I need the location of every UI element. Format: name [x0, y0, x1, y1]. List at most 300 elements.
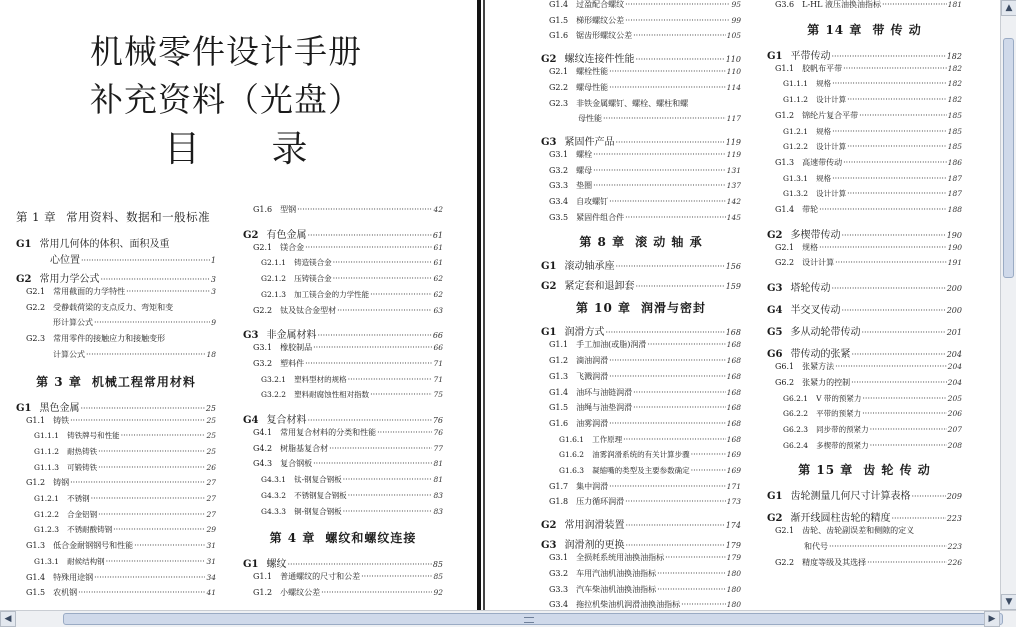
toc-dot-leader: [81, 403, 205, 414]
toc-entry-title: 特殊用途钢: [53, 572, 94, 582]
toc-entry-code: G2: [243, 229, 259, 241]
toc-entry-title: 铸钢: [53, 478, 70, 488]
toc-entry-title: 渐开线圆柱齿轮的精度: [790, 513, 891, 525]
toc-entry: [767, 301, 962, 316]
toc-dot-leader: [657, 585, 726, 594]
toc-entry-code: G3.1: [253, 343, 273, 353]
scroll-up-button[interactable]: [1001, 0, 1016, 16]
toc-entry: [34, 556, 216, 567]
vertical-scroll-thumb[interactable]: [1003, 38, 1014, 278]
scroll-right-button[interactable]: [984, 611, 1000, 627]
toc-entry-title: 树脂基复合材: [280, 443, 329, 453]
toc-entry-code: G1: [541, 261, 557, 273]
toc-page-number: 226: [947, 557, 962, 567]
toc-entry: [767, 279, 962, 294]
toc-dot-leader: [98, 463, 205, 472]
toc-entry-code: G4.1: [253, 428, 273, 437]
toc-page-number: 27: [206, 478, 216, 488]
toc-dot-leader: [681, 600, 726, 609]
toc-entry-code: G4: [243, 415, 259, 426]
page-divider: [476, 0, 486, 610]
toc-chapter-heading: [767, 461, 962, 478]
toc-entry-title: 飞溅润滑: [576, 371, 609, 381]
toc-dot-leader: [98, 510, 205, 519]
toc-dot-leader: [606, 327, 725, 338]
toc-entry-title: 紧定套和退卸套: [564, 281, 635, 293]
toc-entry-title: 带传动的张紧: [790, 349, 851, 361]
toc-entry-title: 铸铁牌号和性能: [67, 431, 120, 441]
toc-entry: [549, 387, 741, 398]
toc-page-number: 187: [947, 173, 962, 183]
toc-entry-title: 形计算公式: [53, 318, 93, 328]
toc-entry-title: 设计计算: [816, 95, 847, 105]
toc-page-number: 173: [726, 497, 741, 507]
toc-entry-code: 第 15 章: [798, 463, 854, 478]
toc-heading: 目 录: [164, 129, 308, 170]
toc-dot-leader: [333, 274, 433, 283]
toc-entry-title: 自攻螺钉: [576, 197, 609, 206]
toc-page-number: 92: [433, 587, 443, 597]
toc-entry-code: G2.3: [549, 98, 569, 108]
toc-page-number: 201: [946, 328, 962, 338]
toc-dot-leader: [288, 559, 432, 570]
toc-entry: [549, 568, 741, 579]
toc-entry-code: G2.1: [26, 287, 46, 296]
toc-dot-leader: [625, 16, 730, 25]
toc-entry: [34, 524, 216, 535]
toc-entry-code: G4.3.1: [261, 475, 287, 485]
toc-entry-code: G4.3: [253, 459, 273, 469]
toc-entry-code: G2.2: [775, 258, 795, 268]
toc-entry: [549, 584, 741, 595]
toc-entry-code: G1.1.1: [783, 79, 809, 89]
toc-entry-title: 母性能: [578, 114, 602, 124]
toc-dot-leader: [851, 378, 947, 387]
toc-entry-title: 耐候结构钢: [67, 556, 105, 566]
toc-dot-leader: [609, 372, 726, 381]
toc-entry-code: G1.4: [549, 387, 569, 397]
toc-page-number: 187: [947, 189, 962, 199]
toc-chapter-heading: [541, 233, 741, 250]
toc-entry-code: G3: [541, 136, 557, 148]
toc-dot-leader: [94, 573, 205, 582]
toc-dot-leader: [819, 243, 947, 252]
toc-page-number: 41: [206, 588, 216, 598]
toc-dot-leader: [832, 127, 947, 136]
toc-entry-code: G6.2.4: [783, 440, 809, 450]
toc-entry-code: G1.4: [26, 572, 46, 582]
toc-entry: [261, 389, 443, 400]
toc-entry-title: 油雾润滑: [576, 418, 609, 428]
toc-page-number: 76: [433, 428, 443, 437]
toc-page-number: 190: [947, 242, 962, 252]
toc-dot-leader: [691, 466, 726, 475]
toc-entry-code: G1.5: [26, 588, 46, 598]
toc-entry-title: 过盈配合螺纹: [576, 0, 625, 9]
horizontal-scrollbar[interactable]: [0, 610, 1016, 627]
toc-entry-code: 第 8 章: [579, 235, 626, 250]
toc-entry-code: G1.2.2: [783, 142, 809, 152]
toc-entry-title: 规格: [816, 173, 832, 183]
toc-dot-leader: [912, 491, 946, 502]
toc-page-number: 105: [726, 31, 741, 41]
toc-page-number: 168: [726, 340, 741, 350]
toc-entry-title: 油环与油链润滑: [576, 387, 633, 397]
toc-entry-title: 塑料耐腐蚀性相对指数: [294, 390, 370, 400]
toc-entry-code: G5: [767, 327, 783, 339]
toc-dot-leader: [633, 403, 726, 412]
toc-entry: [53, 349, 216, 360]
toc-entry-code: G1.1.3: [34, 462, 60, 472]
toc-entry-code: G4.3.3: [261, 506, 287, 516]
toc-page-number: 31: [206, 541, 216, 551]
toc-entry: [549, 212, 741, 223]
toc-page-number: 186: [947, 157, 962, 167]
toc-entry: [16, 270, 216, 285]
toc-entry-title: 汽车柴油机油换油指标: [576, 584, 657, 594]
toc-entry: [549, 98, 741, 109]
toc-dot-leader: [842, 230, 946, 241]
toc-entry-title: 精度等级及其选择: [802, 557, 867, 567]
toc-entry-title: 手工加油(或脂)润滑: [576, 340, 647, 350]
toc-page-number: 61: [432, 230, 443, 240]
toc-entry-title: 齿 轮 传 动: [863, 463, 931, 478]
toc-page-number: 62: [433, 289, 443, 299]
toc-page-number: 200: [946, 306, 962, 316]
toc-entry-code: G1.3.1: [34, 556, 60, 566]
toc-entry: [34, 493, 216, 504]
toc-entry-code: G3.2.2: [261, 390, 287, 400]
toc-dot-leader: [313, 459, 432, 468]
toc-page-number: 31: [206, 556, 216, 566]
scroll-right-icon: ▶: [988, 614, 996, 624]
toc-entry: [541, 257, 741, 272]
toc-page-number: 117: [726, 114, 741, 124]
toc-entry-code: G1.3: [549, 371, 569, 381]
toc-entry-title: 高速带传动: [802, 157, 843, 167]
toc-entry-code: G2: [16, 274, 32, 285]
toc-dot-leader: [835, 362, 947, 371]
toc-page-number: 119: [726, 149, 741, 159]
toc-title-block: [90, 30, 362, 172]
toc-entry: [261, 506, 443, 517]
toc-dot-leader: [308, 415, 432, 426]
toc-page-number: 169: [726, 466, 741, 475]
toc-page-number: 182: [947, 63, 962, 73]
toc-page-number: 168: [726, 434, 741, 444]
toc-entry-title: 受静载荷梁的支点反力、弯矩和变: [53, 302, 174, 312]
toc-entry: [775, 377, 962, 388]
toc-entry-code: G2.1: [549, 67, 569, 77]
toc-entry-code: G1.6: [549, 31, 569, 41]
toc-dot-leader: [70, 416, 205, 425]
toc-page-number: 168: [726, 387, 741, 397]
toc-dot-leader: [81, 255, 210, 266]
toc-entry-title: 常用零件的接触应力和接触变形: [53, 334, 166, 344]
toc-entry-code: G1.2: [26, 478, 46, 488]
toc-dot-leader: [832, 51, 946, 62]
toc-page-number: 204: [947, 362, 962, 372]
toc-entry: [775, 0, 962, 10]
toc-entry-title: 齿轮测量几何尺寸计算表格: [790, 491, 911, 503]
toc-entry: [253, 342, 443, 353]
toc-entry-code: G1.2: [253, 587, 273, 597]
toc-page-number: 25: [206, 446, 216, 456]
toc-entry: [767, 226, 962, 241]
toc-entry: [767, 47, 962, 62]
toc-entry: [783, 94, 962, 105]
toc-entry-code: G3.4: [549, 197, 569, 206]
toc-dot-leader: [361, 572, 432, 581]
toc-entry-title: 常用力学公式: [39, 274, 100, 285]
toc-page-number: 61: [433, 242, 443, 252]
toc-entry: [549, 496, 741, 507]
toc-entry: [783, 173, 962, 184]
toc-entry-title: 普通螺纹的尺寸和公差: [280, 572, 361, 582]
toc-entry-code: G1.7: [549, 481, 569, 491]
toc-page-number: 185: [947, 142, 962, 152]
toc-entry-title: 常用复合材料的分类和性能: [280, 428, 377, 437]
toc-dot-leader: [859, 111, 947, 120]
toc-entry: [26, 572, 216, 583]
toc-entry-title: 农机钢: [53, 588, 78, 598]
book-subtitle: 补充资料（光盘）: [90, 80, 362, 119]
toc-entry-code: G1.2: [549, 356, 569, 366]
toc-entry-code: G3.1: [549, 553, 569, 563]
toc-entry-title: 螺栓性能: [576, 67, 609, 77]
toc-dot-leader: [633, 388, 726, 397]
toc-dot-leader: [842, 305, 946, 316]
toc-page-number: 206: [947, 409, 962, 419]
toc-dot-leader: [318, 330, 432, 341]
toc-entry-title: 带 传 动: [872, 22, 922, 37]
toc-page-number: 171: [726, 481, 741, 491]
toc-entry: [253, 427, 443, 438]
toc-entry-title: 有色金属: [266, 229, 307, 241]
toc-entry: [541, 277, 741, 292]
toc-entry-code: G1.6.3: [559, 466, 585, 475]
toc-page-number: 25: [205, 403, 216, 413]
toc-entry: [253, 443, 443, 454]
toc-page-number: 180: [726, 568, 741, 578]
toc-entry: [26, 477, 216, 488]
toc-entry: [26, 302, 216, 313]
toc-page-number: 204: [946, 350, 962, 360]
toc-entry-code: G1.8: [549, 497, 569, 507]
toc-page-number: 34: [206, 572, 216, 582]
toc-dot-leader: [91, 494, 206, 503]
toc-dot-leader: [829, 542, 947, 551]
toc-page-number: 76: [432, 416, 443, 425]
toc-entry: [26, 286, 216, 297]
toc-entry-code: G4.2: [253, 443, 273, 453]
toc-page-number: 207: [947, 424, 962, 434]
toc-entry-title: 半交叉传动: [790, 305, 841, 317]
toc-dot-leader: [329, 444, 432, 453]
toc-dot-leader: [870, 441, 947, 450]
toc-entry: [783, 78, 962, 89]
toc-page-number: 182: [947, 79, 962, 89]
toc-entry: [253, 358, 443, 369]
toc-entry-title: 钛-钢复合钢板: [294, 475, 342, 485]
toc-page-number: 63: [433, 305, 443, 315]
toc-entry: [775, 557, 962, 568]
toc-entry-title: 设计计算: [802, 258, 835, 268]
toc-entry-title: 全损耗系统用油换油指标: [576, 553, 665, 563]
toc-entry: [53, 317, 216, 328]
toc-entry-code: G2.1: [775, 242, 795, 252]
toc-entry-code: G3.3: [549, 584, 569, 594]
toc-entry-code: 第 3 章: [36, 374, 82, 389]
toc-dot-leader: [126, 287, 210, 296]
toc-entry: [549, 402, 741, 413]
toc-entry-code: G2.1: [775, 526, 795, 536]
toc-dot-leader: [633, 31, 726, 40]
toc-entry-title: 梯形螺纹公差: [576, 15, 625, 25]
toc-dot-leader: [609, 197, 726, 206]
scroll-left-button[interactable]: [0, 611, 16, 627]
toc-page-number: 27: [206, 509, 216, 519]
toc-entry-code: G1: [767, 50, 783, 62]
toc-dot-leader: [333, 258, 433, 267]
toc-page-number: 9: [211, 318, 216, 328]
toc-entry: [559, 434, 741, 445]
toc-entry-title: 机械工程常用材料: [91, 374, 196, 389]
toc-dot-leader: [623, 435, 726, 444]
toc-page-number: 137: [726, 181, 741, 191]
toc-page-number: 223: [947, 542, 962, 551]
toc-dot-leader: [625, 497, 726, 506]
toc-entry-title: 可锻铸铁: [67, 462, 98, 472]
toc-entry: [549, 418, 741, 429]
toc-entry-title: 常用润滑装置: [564, 520, 625, 532]
horizontal-scroll-thumb[interactable]: [63, 613, 1003, 625]
toc-dot-leader: [882, 0, 947, 9]
toc-dot-leader: [78, 588, 205, 597]
toc-entry: [26, 540, 216, 551]
toc-dot-leader: [832, 283, 946, 294]
toc-chapter-heading: [243, 529, 443, 546]
toc-dot-leader: [94, 318, 210, 327]
toc-page-number: 190: [946, 230, 962, 240]
toc-entry-title: 多楔带的预紧力: [816, 440, 869, 450]
toc-dot-leader: [691, 450, 726, 459]
toc-entry: [26, 587, 216, 598]
toc-entry: [783, 440, 962, 451]
toc-dot-leader: [343, 475, 433, 484]
toc-page-number: 85: [432, 560, 443, 570]
toc-page-number: 180: [726, 584, 741, 594]
toc-dot-leader: [832, 174, 947, 183]
toc-entry-title: 润滑方式: [564, 327, 605, 339]
toc-dot-leader: [121, 431, 206, 440]
toc-dot-leader: [609, 83, 726, 92]
toc-page-number: 25: [206, 415, 216, 425]
toc-entry: [253, 242, 443, 253]
toc-entry-code: G6.2.2: [783, 409, 809, 419]
toc-dot-leader: [101, 274, 210, 285]
toc-entry: [549, 30, 741, 41]
toc-dot-leader: [70, 478, 205, 487]
toc-dot-leader: [593, 150, 726, 159]
toc-entry: [767, 487, 962, 502]
toc-entry-title: 平带的预紧力: [816, 409, 862, 419]
toc-entry-code: 第 4 章: [269, 531, 316, 546]
toc-entry: [767, 509, 962, 524]
scroll-left-icon: ◀: [4, 614, 12, 624]
toc-entry: [34, 462, 216, 473]
toc-entry-title: 橡胶制品: [280, 343, 313, 353]
toc-entry-title: 设计计算: [816, 189, 847, 199]
toc-entry-title: 和代号: [804, 542, 828, 551]
toc-entry-code: G6.2: [775, 377, 795, 387]
toc-dot-leader: [370, 390, 432, 399]
toc-entry-title: 规格: [802, 242, 819, 252]
toc-entry-title: 计算公式: [53, 349, 85, 359]
toc-entry-title: 螺纹连接件性能: [564, 54, 635, 66]
scroll-down-button[interactable]: [1001, 594, 1016, 610]
toc-page-number: 179: [726, 553, 741, 563]
toc-page-number: 26: [206, 462, 216, 472]
toc-entry-code: G3.5: [549, 212, 569, 222]
toc-entry: [549, 66, 741, 77]
toc-entry-title: 压力循环润滑: [576, 497, 625, 507]
toc-entry-code: G1.3: [775, 157, 795, 167]
toc-dot-leader: [625, 213, 726, 222]
toc-entry: [26, 415, 216, 426]
toc-dot-leader: [609, 482, 726, 491]
toc-entry-code: G3: [541, 540, 557, 552]
toc-dot-leader: [847, 142, 947, 151]
book-title: 机械零件设计手册: [90, 32, 362, 71]
toc-page-number: 169: [726, 450, 741, 460]
toc-entry: [767, 345, 962, 360]
toc-entry: [34, 430, 216, 441]
toc-entry: [243, 326, 443, 341]
toc-entry: [549, 481, 741, 492]
toc-entry-title: 多楔带传动: [790, 229, 841, 241]
toc-dot-leader: [313, 343, 432, 352]
toc-dot-leader: [305, 243, 432, 252]
toc-entry-title: 润滑与密封: [641, 301, 707, 316]
toc-page-number: 168: [726, 418, 741, 428]
toc-page-number: 200: [946, 284, 962, 294]
toc-page-number: 66: [432, 331, 443, 341]
toc-entry-title: 铸造镁合金: [294, 258, 332, 268]
toc-dot-leader: [636, 54, 725, 65]
toc-dot-leader: [835, 258, 947, 267]
toc-dot-leader: [609, 67, 726, 76]
toc-entry-title: 螺纹和螺纹连接: [325, 531, 417, 546]
toc-entry: [541, 50, 741, 65]
toc-entry-code: G3: [243, 330, 259, 342]
toc-entry-title: 紧固件组合件: [576, 212, 625, 222]
toc-entry: [783, 188, 962, 199]
toc-page-number: 168: [726, 403, 741, 413]
toc-dot-leader: [609, 419, 726, 428]
toc-dot-leader: [609, 356, 726, 365]
toc-chapter-heading: [16, 373, 216, 390]
toc-entry-code: G4: [767, 305, 783, 317]
toc-dot-leader: [847, 95, 947, 104]
toc-entry-code: G2.3: [26, 334, 46, 344]
toc-entry-title: 螺栓: [576, 149, 593, 159]
vertical-scrollbar[interactable]: [1000, 0, 1016, 610]
toc-entry-title: 型钢: [280, 205, 297, 214]
toc-entry-code: G2.1: [253, 242, 273, 252]
toc-dot-leader: [297, 205, 432, 214]
toc-entry-code: G2.2: [253, 305, 273, 315]
